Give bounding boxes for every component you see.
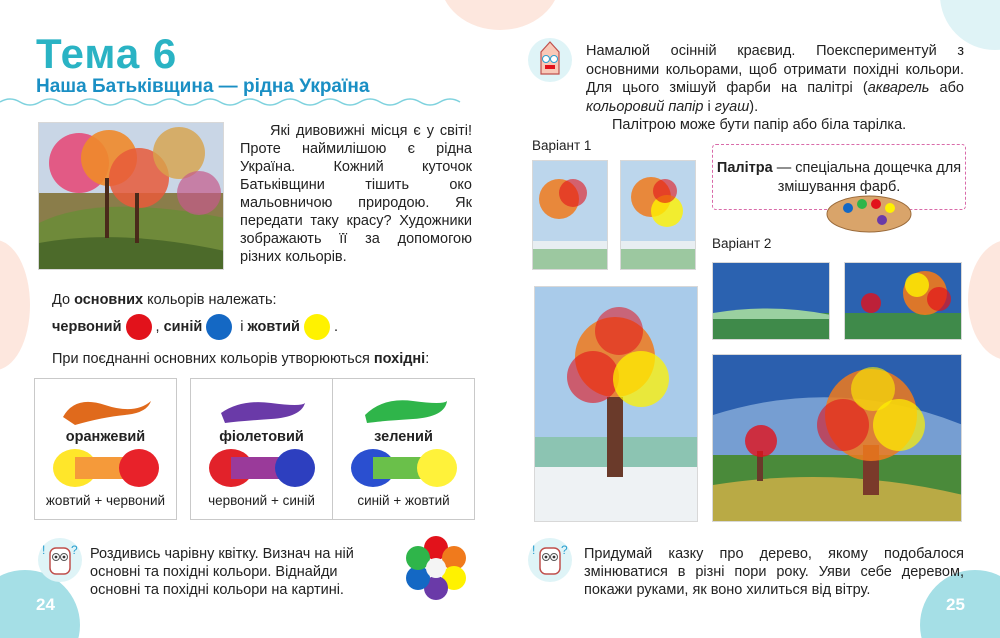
green-brush-stroke (353, 393, 453, 427)
svg-text:?: ? (561, 543, 568, 557)
primary-intro-prefix: До (52, 292, 75, 308)
derived-color-name: фіолетовий (219, 429, 304, 445)
orange-mix-swatch (51, 447, 161, 489)
primary-color-red-name: червоний (52, 318, 122, 335)
derived-color-card-orange (34, 378, 177, 520)
instruction-paragraph (586, 42, 964, 135)
orange-brush-stroke (55, 393, 155, 427)
primary-intro-bold: основних (74, 292, 144, 308)
red-swatch (126, 314, 152, 340)
separator: . (333, 318, 339, 335)
right-task-text: Придумай казку про дерево, якому подобалося змінюватися в різні пори року. Уяви себе деревом, покажи руками, як воно хилиться від вітру. (584, 546, 964, 598)
left-task-text: Роздивись чарівну квітку. Визнач на ній основні та похідні кольори. Віднайди основні та похідні кольори на картині. (90, 546, 354, 598)
variant-2-step-1 (712, 262, 830, 340)
derived-intro-prefix: При поєднанні основних кольорів утворюються (52, 351, 374, 367)
variant-2-tree-painting (712, 354, 962, 522)
wave-divider (0, 96, 470, 108)
landscape-painting (38, 122, 224, 270)
svg-text:?: ? (71, 543, 78, 557)
variant-2-label: Варіант 2 (712, 236, 772, 251)
variant-1-tree-painting (534, 286, 698, 522)
instruction-mid-2: і (703, 98, 715, 115)
instruction-mid-1: або (929, 80, 964, 96)
color-flower-icon (404, 536, 468, 600)
definition-term: Палітра (716, 160, 773, 176)
page-subtitle: Наша Батьківщина — рідна Україна (36, 76, 370, 97)
primary-color-yellow-name: жовтий (247, 318, 300, 335)
right-page (500, 0, 1000, 638)
instruction-text: Намалюй осінній краєвид. Поекспериментуй з основними кольорами, щоб отримати похідні кольори. Для цього змішуй фарби на палітрі ( (586, 43, 964, 96)
instruction-italic-1: акварель (867, 80, 930, 96)
primary-intro (52, 292, 277, 308)
derived-intro-suffix: : (425, 351, 430, 367)
derived-intro (52, 351, 429, 367)
derived-color-name: зелений (374, 429, 433, 445)
instruction-italic-2: кольоровий папір (586, 98, 704, 115)
blue-swatch (206, 314, 232, 340)
svg-text:!: ! (42, 543, 46, 557)
separator: і (236, 318, 248, 335)
variant-1-label: Варіант 1 (532, 138, 592, 153)
topic-title: Тема 6 (36, 30, 178, 77)
instruction-line-2: Палітрою може бути папір або біла тарілка. (612, 117, 907, 133)
definition-text: — спеціальна дощечка для змішування фарб. (772, 160, 962, 195)
primary-colors-line (52, 314, 338, 340)
separator: , (155, 318, 164, 335)
variant-1-step-2 (620, 160, 696, 270)
page-number-left: 24 (36, 595, 55, 614)
derived-color-card-green (332, 378, 475, 520)
intro-paragraph: Які дивовижні місця є у світі! Проте наймилішою є рідна Україна. Кожний куточок Батьківщини тішить око мальовничою природою. Як передати таку красу? Художники зображають її за допомогою різних кольорів. (240, 123, 472, 265)
svg-text:!: ! (532, 543, 536, 557)
variant-1-step-1 (532, 160, 608, 270)
page-number-right: 25 (946, 595, 965, 614)
derived-color-formula: синій + жовтий (357, 493, 450, 508)
primary-color-blue-name: синій (163, 318, 203, 335)
derived-color-formula: жовтий + червоний (45, 493, 166, 508)
owl-icon (38, 538, 82, 582)
owl-icon (528, 538, 572, 582)
derived-color-name: оранжевий (65, 429, 146, 445)
yellow-swatch (304, 314, 330, 340)
green-mix-swatch (349, 447, 459, 489)
derived-intro-bold: похідні (373, 351, 426, 367)
instruction-end: ). (749, 98, 759, 115)
artist-icon (528, 38, 572, 82)
instruction-italic-3: гуаш (714, 98, 750, 115)
violet-mix-swatch (207, 447, 317, 489)
primary-intro-suffix: кольорів належать: (143, 292, 277, 308)
violet-brush-stroke (211, 393, 311, 427)
derived-color-formula: червоний + синій (208, 493, 315, 508)
variant-2-step-2 (844, 262, 962, 340)
derived-color-card-violet (190, 378, 333, 520)
palette-icon (826, 194, 912, 234)
